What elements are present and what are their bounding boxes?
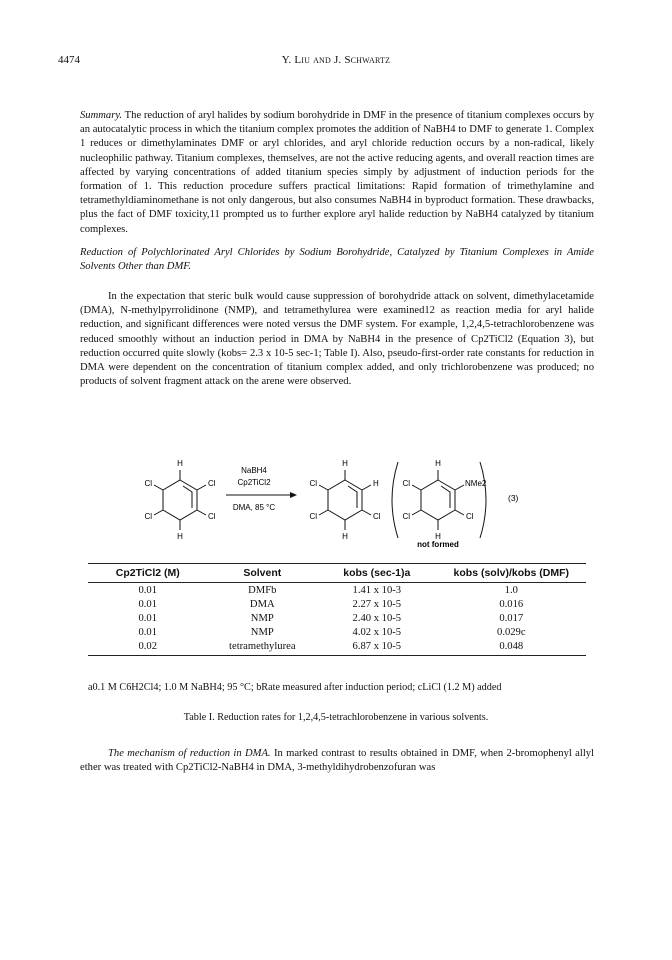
atom-nme2: NMe2 xyxy=(465,479,487,488)
table-cell: 2.27 x 10-5 xyxy=(352,598,402,610)
reactant-tetrachlorobenzene xyxy=(154,470,206,530)
mechanism-text: In marked contrast to results obtained in DMF, when 2-bromophenyl allyl ether was treated with Cp2TiCl2-NaBH4 in DMA, 3-methyldihydrobenzofuran was xyxy=(80,748,594,774)
atom-cl: Cl xyxy=(144,512,152,521)
atom-cl: Cl xyxy=(402,512,410,521)
reagent-cp2ticl2: Cp2TiCl2 xyxy=(237,478,271,487)
column-header: kobs (sec-1)a xyxy=(317,564,437,583)
not-formed-label: not formed xyxy=(417,540,459,549)
not-formed-dimethylaminated-product xyxy=(412,470,464,530)
table-cell: NMP xyxy=(250,627,274,639)
page-number: 4474 xyxy=(58,54,80,66)
table-cell: 0.01 xyxy=(138,627,158,639)
atom-h: H xyxy=(342,532,348,541)
table-cell: 0.01 xyxy=(138,612,158,624)
mechanism-paragraph xyxy=(80,747,594,775)
running-head-authors: Y. Liu and J. Schwartz xyxy=(281,54,391,66)
table-row xyxy=(88,640,586,656)
atom-cl: Cl xyxy=(309,479,317,488)
reaction-conditions: DMA, 85 °C xyxy=(232,503,276,512)
table-cell: 1.41 x 10-3 xyxy=(352,584,402,596)
table-cell: NMP xyxy=(250,612,274,624)
table-row xyxy=(88,583,586,598)
table-caption: Table I. Reduction rates for 1,2,4,5-tetrachlorobenzene in various solvents. xyxy=(183,712,489,723)
left-parenthesis xyxy=(392,462,398,538)
reagent-nabh4: NaBH4 xyxy=(241,466,267,475)
atom-cl: Cl xyxy=(144,479,152,488)
paragraph-1 xyxy=(80,290,594,389)
mechanism-title: The mechanism of reduction in DMA. xyxy=(108,748,271,759)
table-cell: 1.0 xyxy=(504,584,518,596)
table-cell: 0.01 xyxy=(138,584,158,596)
atom-cl: Cl xyxy=(208,479,216,488)
atom-h: H xyxy=(177,532,183,541)
paragraph-1-text: In the expectation that steric bulk would cause suppression of borohydride attack on solvent, dimethylacetamide (DMA), N-methylpyrrolidinone (NMP), and tetramethylurea were examined12 as reaction media for aryl halide reduction, and significant differences were noted versus the DMF system. For example, 1,2,4,5-tetrachlorobenzene was reduced smoothly without an induction period in DMA by NaBH4 in the presence of Cp2TiCl2 (Equation 3), but reduction occurred quite slowly (kobs= 2.3 x 10-5 sec-1; Table I). Also, pseudo-first-order rate constants for reduction in DMA were dependent on the concentration of titanium complex added, and only trichlorobenzene was produced; no products of solvent fragment attack on the arene were observed. xyxy=(80,291,594,388)
table-header-row xyxy=(88,564,586,583)
atom-h: H xyxy=(373,479,379,488)
table-cell: 0.01 xyxy=(138,598,158,610)
atom-h: H xyxy=(435,532,441,541)
table-row xyxy=(88,626,586,640)
table-cell: tetramethylurea xyxy=(208,640,318,656)
summary-label: Summary. xyxy=(80,110,123,121)
table-cell: 0.029c xyxy=(497,627,526,639)
table-cell: 0.017 xyxy=(499,612,524,624)
table-row xyxy=(88,597,586,611)
atom-cl: Cl xyxy=(466,512,474,521)
product-trichlorobenzene xyxy=(319,470,371,530)
table-cell: 4.02 x 10-5 xyxy=(352,627,402,639)
atom-h: H xyxy=(177,459,183,468)
table-cell: 0.016 xyxy=(499,598,524,610)
table-cell: 0.048 xyxy=(437,640,586,656)
atom-cl: Cl xyxy=(309,512,317,521)
summary-text: The reduction of aryl halides by sodium borohydride in DMF in the presence of titanium complexes occurs by an autocatalytic process in which the titanium complex promotes the addition of NaBH4 to DMF to generate 1. Complex 1 reduces or dimethylaminates DMF or aryl chlorides, and aryl chloride reduction occurs by a non-radical, likely nucleophilic pathway. Titanium complexes, themselves, are not the active reducing agents, and overall reaction times are affected by varying concentrations of added titanium species simply by adjustment of induction periods for the formation of 1. This reduction procedure suffers practical limitations: Rapid formation of trimethylamine and tetramethyldiaminomethane is not only dangerous, but also consumes NaBH4 in byproduct formation. These drawbacks, plus the fact of DMF toxicity,11 prompted us to further explore aryl halide reduction by NaBH4 catalyzed by titanium complexes. xyxy=(80,110,594,235)
table-cell: DMFb xyxy=(248,584,277,596)
atom-h: H xyxy=(435,459,441,468)
atom-h: H xyxy=(342,459,348,468)
atom-cl: Cl xyxy=(373,512,381,521)
atom-cl: Cl xyxy=(402,479,410,488)
column-header: kobs (solv)/kobs (DMF) xyxy=(437,564,586,583)
table-cell: DMA xyxy=(249,598,275,610)
section-title: Reduction of Polychlorinated Aryl Chlorides by Sodium Borohydride, Catalyzed by Titanium Complexes in Amide Solvents Other than DMF. xyxy=(80,247,594,273)
table-cell: 0.02 xyxy=(88,640,208,656)
atom-cl: Cl xyxy=(208,512,216,521)
table-row xyxy=(88,611,586,625)
equation-number: (3) xyxy=(508,493,519,503)
table-cell: 6.87 x 10-5 xyxy=(317,640,437,656)
right-parenthesis xyxy=(480,462,486,538)
table-footnote: a0.1 M C6H2Cl4; 1.0 M NaBH4; 95 °C; bRate measured after induction period; cLiCl (1.2 M) added xyxy=(88,682,502,693)
summary-paragraph xyxy=(80,109,594,237)
column-header: Solvent xyxy=(208,564,318,583)
reaction-scheme-equation-3 xyxy=(140,450,540,550)
running-header xyxy=(58,54,614,70)
rates-table xyxy=(88,563,586,656)
reaction-arrow xyxy=(226,492,297,498)
table-cell: 2.40 x 10-5 xyxy=(352,612,402,624)
column-header: Cp2TiCl2 (M) xyxy=(88,564,208,583)
